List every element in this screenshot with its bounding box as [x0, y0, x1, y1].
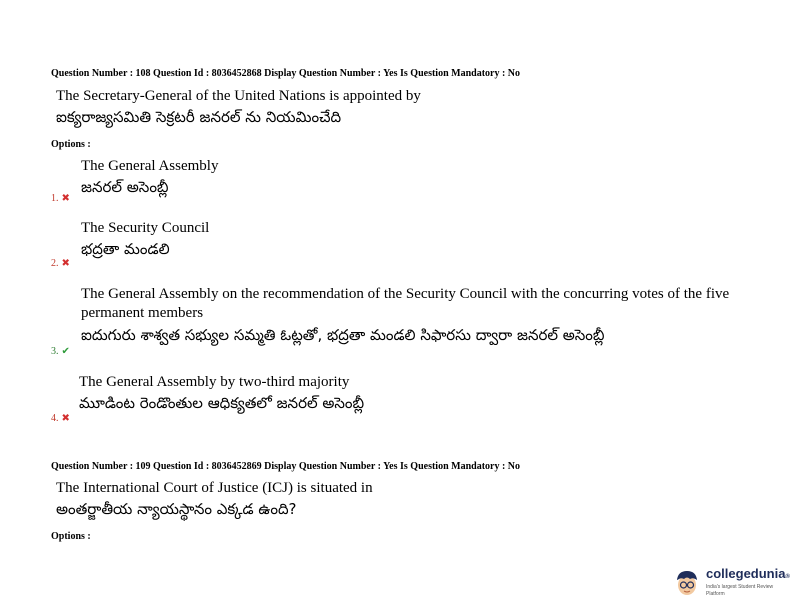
- option-1-text-en: The General Assembly: [81, 158, 219, 174]
- option-4-marker: [51, 408, 70, 426]
- wrong-mark-icon: ✖: [61, 413, 70, 424]
- option-2-marker: [51, 253, 70, 271]
- question-text-te: అంతర్జాతీయ న్యాయస్థానం ఎక్కడ ఉంది?: [56, 500, 297, 518]
- option-2-text-te: భద్రతా మండలి: [81, 240, 170, 258]
- correct-mark-icon: ✔: [61, 346, 70, 357]
- option-3-marker: [51, 341, 70, 359]
- question-text-en: The Secretary-General of the United Nations is appointed by: [56, 88, 421, 104]
- question-meta: Question Number : 109 Question Id : 8036452869 Display Question Number : Yes Is Question Mandatory : No: [51, 461, 521, 472]
- option-4-text-te: మూడింట రెండొంతుల ఆధిక్యతలో జనరల్ అసెంబ్లీ: [79, 394, 365, 412]
- student-face-icon: [672, 568, 702, 598]
- question-meta: Question Number : 108 Question Id : 8036452868 Display Question Number : Yes Is Question Mandatory : No: [51, 68, 521, 79]
- question-text-te: ఐక్యరాజ్యసమితి సెక్రటరీ జనరల్ ను నియమించేది: [56, 108, 342, 126]
- wrong-mark-icon: ✖: [61, 258, 70, 269]
- question-text-en: The International Court of Justice (ICJ) is situated in: [56, 480, 373, 496]
- options-label: Options :: [51, 139, 91, 150]
- option-2-text-en: The Security Council: [81, 220, 210, 236]
- option-3-text-te: ఐదుగురు శాశ్వత సభ్యుల సమ్మతి ఓట్లతో, భద్రతా మండలి సిఫారసు ద్వారా జనరల్ అసెంబ్లీ: [81, 326, 605, 344]
- logo-name: collegedunia®: [706, 566, 790, 581]
- option-number: 4.: [51, 413, 59, 424]
- options-label: Options :: [51, 531, 91, 542]
- option-number: 1.: [51, 193, 59, 204]
- option-number: 3.: [51, 346, 59, 357]
- option-3-text-en: The General Assembly on the recommendation of the Security Council with the concurring votes of the five permanent members: [81, 286, 730, 321]
- option-1-text-te: జనరల్ అసెంబ్లీ: [81, 178, 169, 196]
- option-number: 2.: [51, 258, 59, 269]
- option-4-text-en: The General Assembly by two-third majority: [79, 374, 350, 390]
- option-1-marker: [51, 188, 70, 206]
- logo-tagline: India's largest Student Review Platform: [706, 584, 774, 597]
- collegedunia-logo: [672, 567, 792, 598]
- wrong-mark-icon: ✖: [61, 193, 70, 204]
